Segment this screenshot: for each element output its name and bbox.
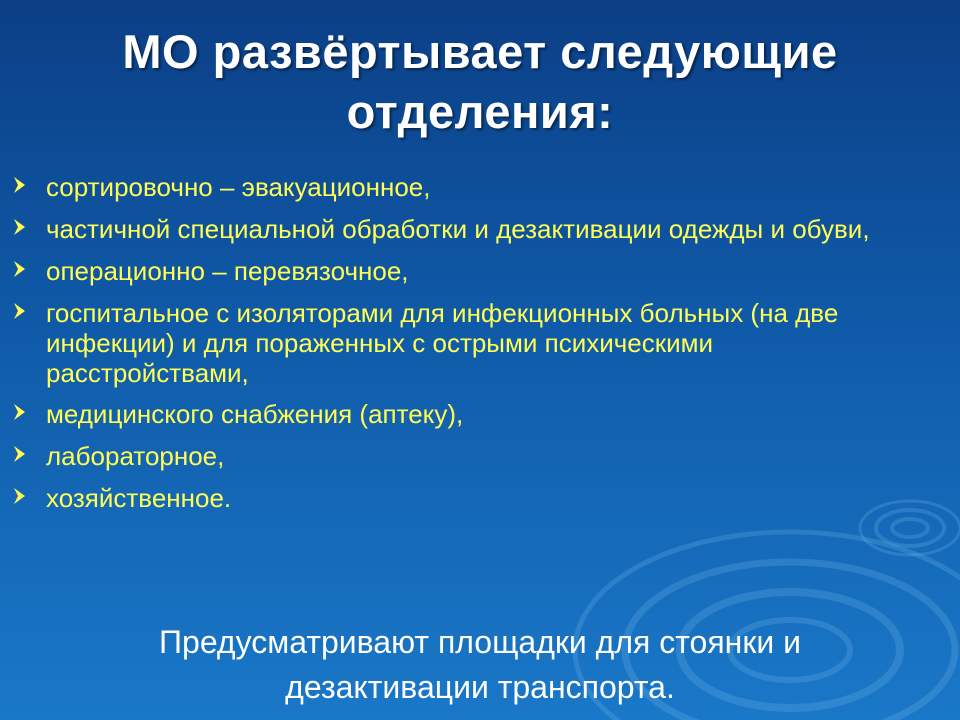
chevron-right-icon xyxy=(12,217,28,237)
chevron-right-icon xyxy=(12,402,28,422)
chevron-right-icon xyxy=(12,486,28,506)
footer-note xyxy=(0,620,960,710)
footer-line-1: Предусматривают площадки для стоянки и xyxy=(159,624,801,660)
chevron-right-icon xyxy=(12,175,28,195)
list-item xyxy=(10,483,910,514)
departments-list xyxy=(10,172,910,525)
chevron-right-icon xyxy=(12,301,28,321)
list-item-text: медицинского снабжения (аптеку), xyxy=(46,399,464,429)
title-line-2: отделения: xyxy=(346,85,614,138)
list-item xyxy=(10,214,910,245)
list-item xyxy=(10,441,910,472)
chevron-right-icon xyxy=(12,259,28,279)
list-item xyxy=(10,399,910,430)
list-item xyxy=(10,298,910,388)
list-item-text: хозяйственное. xyxy=(46,483,232,513)
footer-line-2: дезактивации транспорта. xyxy=(285,669,675,705)
chevron-right-icon xyxy=(12,444,28,464)
list-item-text: операционно – перевязочное, xyxy=(46,256,409,286)
title-line-1: МО развёртывает следующие xyxy=(122,25,838,78)
list-item-text: лабораторное, xyxy=(46,441,225,471)
list-item-text: частичной специальной обработки и дезактивации одежды и обуви, xyxy=(46,214,870,244)
list-item xyxy=(10,172,910,203)
list-item-text: госпитальное с изоляторами для инфекционных больных (на две инфекции) и для пораженных с острыми психическими расстройствами, xyxy=(46,298,839,388)
list-item-text: сортировочно – эвакуационное, xyxy=(46,172,431,202)
slide-title xyxy=(0,22,960,142)
list-item xyxy=(10,256,910,287)
